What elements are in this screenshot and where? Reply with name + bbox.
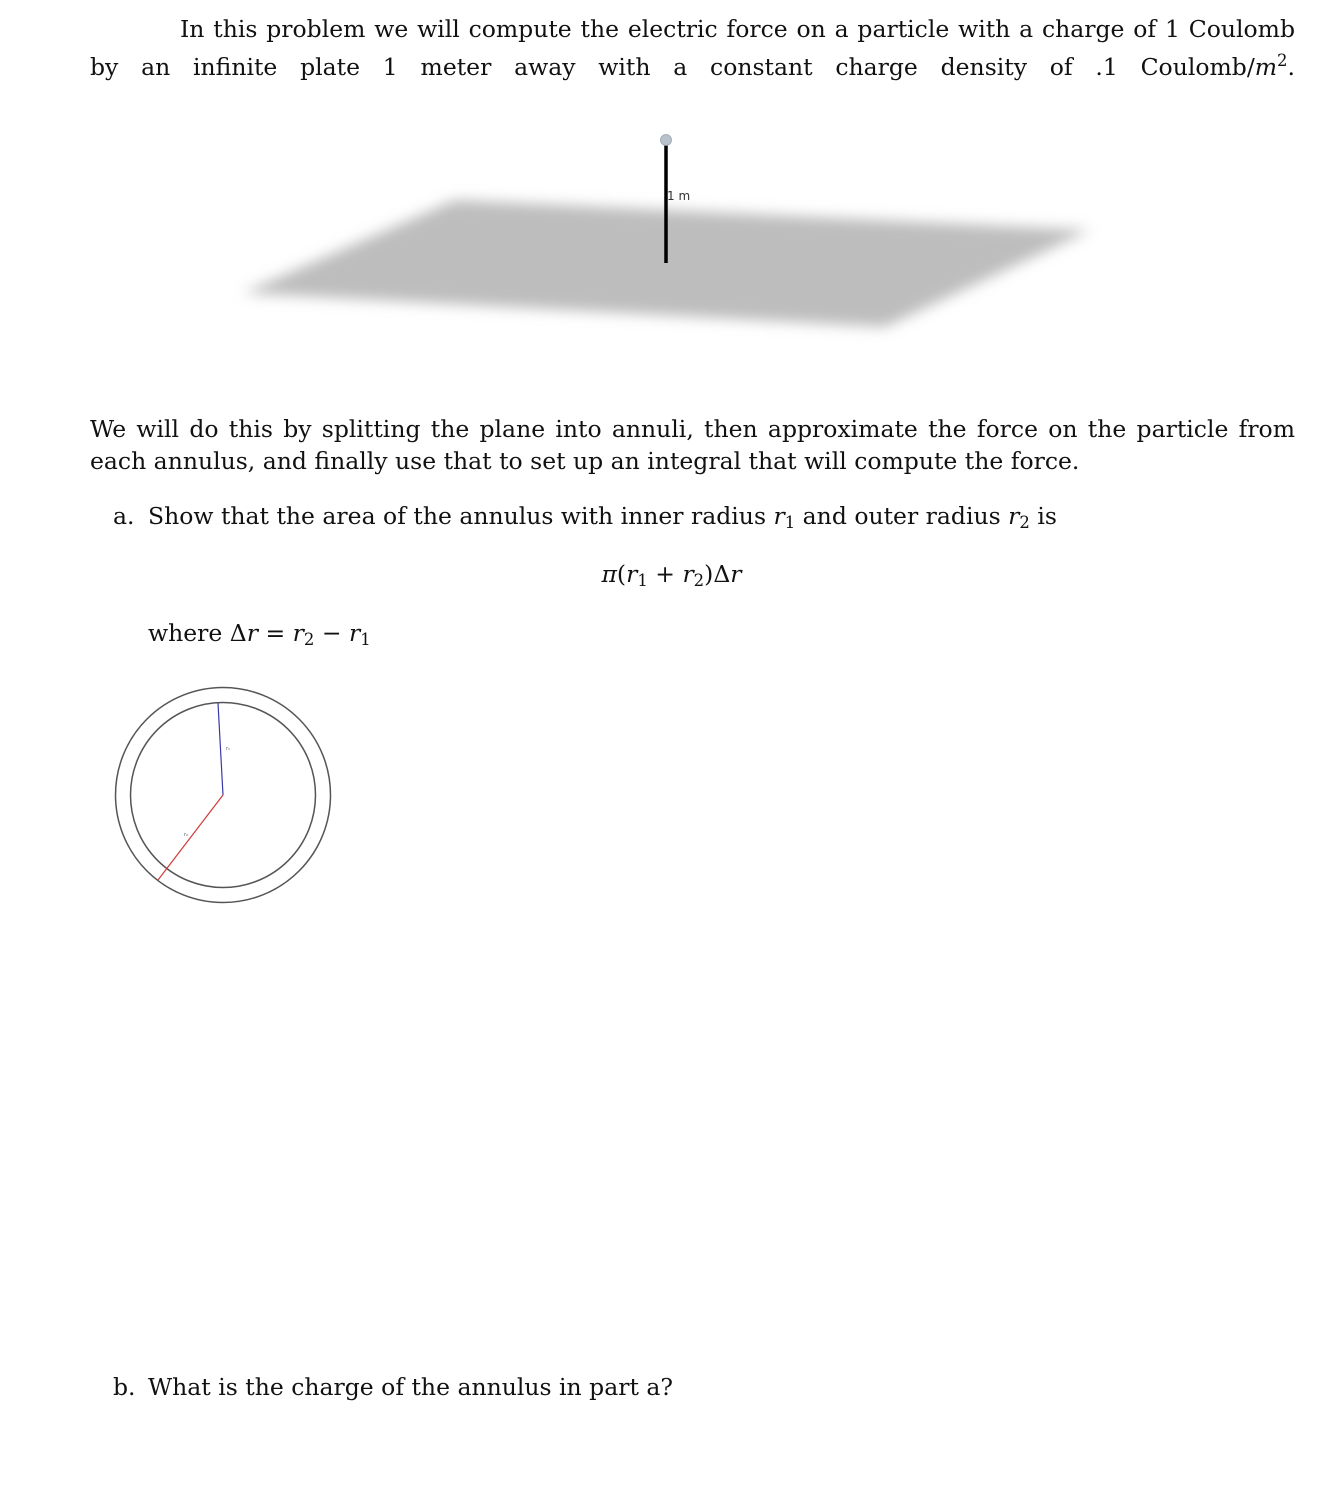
method-paragraph: We will do this by splitting the plane into annuli, then approximate the force on the particle from each annulus, and finally use that to set up an integral that will compute the force.: [90, 415, 1295, 475]
r2-sub: 2: [1019, 513, 1030, 533]
part-a-text-before: Show that the area of the annulus with inner radius: [148, 502, 766, 530]
where-r2: r: [292, 619, 304, 647]
part-a-label: a.: [113, 502, 135, 530]
formula-delta: Δ: [713, 560, 731, 588]
formula-r: r: [730, 560, 742, 588]
formula-r2: r: [682, 560, 694, 588]
where-text: where: [148, 619, 223, 647]
part-a-text-after: is: [1037, 502, 1057, 530]
inner-radius-line: [218, 703, 223, 795]
formula-pi: π: [601, 560, 617, 588]
where-r1-sub: 1: [360, 630, 371, 650]
formula-r1: r: [626, 560, 638, 588]
inner-radius-label: r₁: [226, 746, 231, 752]
formula-r2-sub: 2: [693, 571, 705, 591]
formula-close: ): [704, 560, 714, 588]
part-b-label: b.: [113, 1373, 136, 1401]
part-b-question: [113, 1371, 673, 1403]
outer-radius-label: r₂: [184, 832, 189, 838]
intro-text: In this problem we will compute the electric force on a particle with a charge of 1 Coulomb by an infinite plate 1 meter away with a constant charge density of .1 Coulomb/: [90, 15, 1295, 82]
where-r2-sub: 2: [303, 630, 315, 650]
r2-var: r: [1008, 502, 1020, 530]
part-a-text-mid: and outer radius: [802, 502, 1001, 530]
r1-var: r: [773, 502, 785, 530]
where-minus: −: [314, 619, 349, 647]
r1-sub: 1: [784, 513, 796, 533]
unit-var: m: [1254, 53, 1278, 82]
distance-label: 1 m: [667, 189, 691, 203]
outer-radius-line: [158, 795, 223, 880]
where-eq: =: [258, 619, 293, 647]
intro-end: .: [1287, 53, 1295, 82]
formula-open: (: [616, 560, 627, 588]
unit-exp: 2: [1277, 51, 1288, 70]
where-r1: r: [349, 619, 361, 647]
formula-r1-sub: 1: [637, 571, 648, 591]
where-delta: Δ: [229, 619, 247, 647]
part-b-text: What is the charge of the annulus in part a?: [148, 1373, 673, 1401]
where-r: r: [246, 619, 259, 647]
formula-plus: +: [647, 560, 683, 588]
